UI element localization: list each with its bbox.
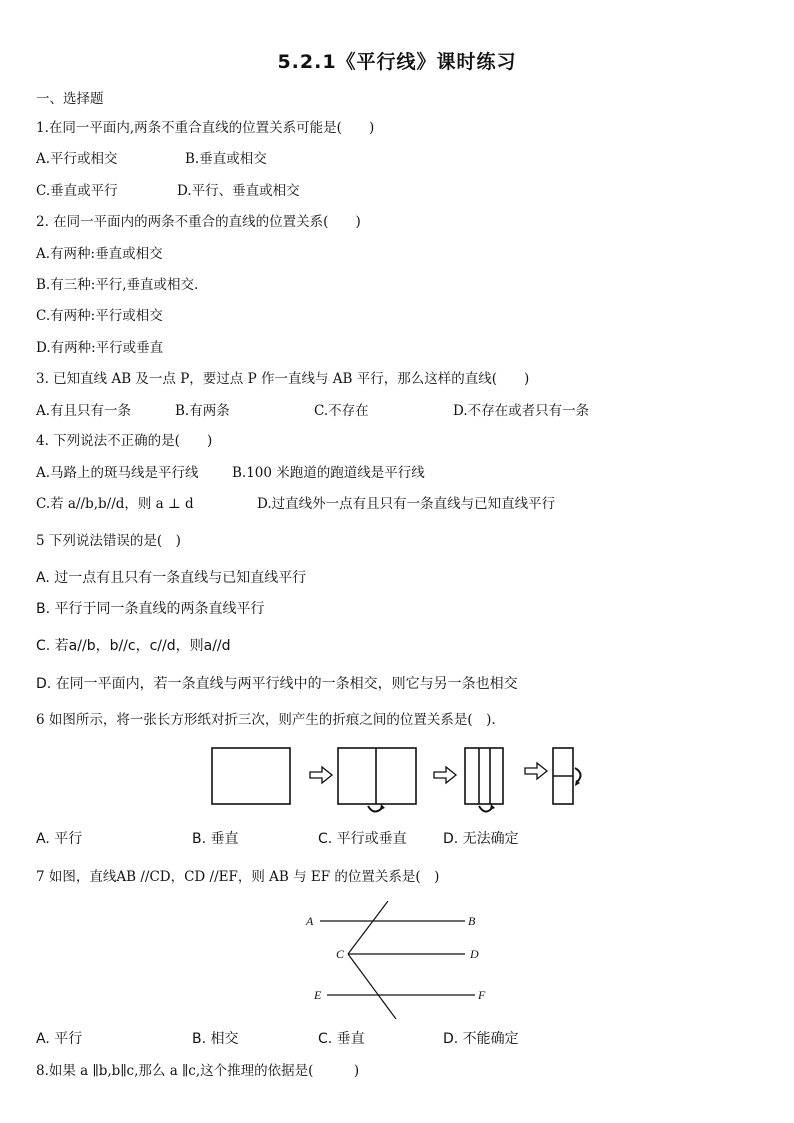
question-2-option-c: C.有两种:平行或相交 <box>36 308 163 324</box>
question-4-option-b: B.100 米跑道的跑道线是平行线 <box>232 465 425 481</box>
fold-curved-arrow-icon <box>368 806 382 812</box>
paper-folding-figure <box>200 740 600 820</box>
question-1-option-b: B.垂直或相交 <box>185 151 267 167</box>
question-3-option-d: D.不存在或者只有一条 <box>453 403 590 419</box>
question-7-option-b: B. 相交 <box>192 1031 239 1047</box>
question-4-option-d: D.过直线外一点有且只有一条直线与已知直线平行 <box>257 496 556 512</box>
question-3-option-c: C.不存在 <box>314 403 369 419</box>
transversal-upper <box>348 901 388 954</box>
question-4-option-a: A.马路上的斑马线是平行线 <box>36 465 199 481</box>
fold-curved-arrow-icon <box>575 768 581 782</box>
question-5-option-c: C. 若a//b，b//c，c//d，则a//d <box>36 638 231 654</box>
question-2-option-b: B.有三种:平行,垂直或相交. <box>36 277 199 293</box>
question-5-stem: 5 下列说法错误的是( ) <box>36 533 181 549</box>
question-6-option-a: A. 平行 <box>36 831 83 847</box>
paper-folded-twice <box>465 748 503 804</box>
parallel-lines-figure <box>300 895 500 1020</box>
question-1-option-c: C.垂直或平行 <box>36 183 118 199</box>
arrow-right-icon <box>310 767 332 783</box>
label-c: C <box>336 947 345 961</box>
question-6-option-c: C. 平行或垂直 <box>318 831 407 847</box>
arrow-right-icon <box>434 767 456 783</box>
question-7-option-c: C. 垂直 <box>318 1031 365 1047</box>
label-e: E <box>314 988 322 1002</box>
question-1-stem: 1.在同一平面内,两条不重合直线的位置关系可能是( ) <box>36 120 375 136</box>
question-1-option-a: A.平行或相交 <box>36 151 118 167</box>
page-title: 5.2.1《平行线》课时练习 <box>277 51 517 73</box>
question-7-option-d: D. 不能确定 <box>443 1031 519 1047</box>
question-8-stem: 8.如果 a ∥b,b∥c,那么 a ∥c,这个推理的依据是( ) <box>36 1063 360 1079</box>
question-7-option-a: A. 平行 <box>36 1031 83 1047</box>
question-3-option-a: A.有且只有一条 <box>36 403 132 419</box>
paper-folded-once <box>338 748 416 804</box>
paper-unfolded <box>212 748 290 804</box>
question-2-stem: 2. 在同一平面内的两条不重合的直线的位置关系( ) <box>36 214 361 230</box>
label-b: B <box>468 914 476 928</box>
question-5-option-a: A. 过一点有且只有一条直线与已知直线平行 <box>36 570 307 586</box>
question-6-option-b: B. 垂直 <box>192 831 239 847</box>
question-7-stem: 7 如图，直线AB //CD，CD //EF，则 AB 与 EF 的位置关系是( ) <box>36 869 440 885</box>
arrow-right-icon <box>525 763 547 779</box>
question-2-option-a: A.有两种:垂直或相交 <box>36 246 163 262</box>
section-heading: 一、选择题 <box>36 91 104 107</box>
question-3-stem: 3. 已知直线 AB 及一点 P，要过点 P 作一直线与 AB 平行，那么这样的直线( ) <box>36 371 530 387</box>
label-f: F <box>478 988 486 1002</box>
question-4-stem: 4. 下列说法不正确的是( ) <box>36 433 213 449</box>
question-2-option-d: D.有两种:平行或垂直 <box>36 340 164 356</box>
question-5-option-d: D. 在同一平面内，若一条直线与两平行线中的一条相交，则它与另一条也相交 <box>36 676 518 692</box>
question-1-option-d: D.平行、垂直或相交 <box>177 183 300 199</box>
fold-curved-arrow-icon <box>479 806 492 812</box>
question-4-option-c: C.若 a//b,b//d，则 a ⊥ d <box>36 496 194 512</box>
transversal-lower <box>348 954 396 1019</box>
question-5-option-b: B. 平行于同一条直线的两条直线平行 <box>36 601 265 617</box>
label-d: D <box>470 947 479 961</box>
question-6-option-d: D. 无法确定 <box>443 831 519 847</box>
label-a: A <box>306 914 314 928</box>
question-6-stem: 6 如图所示，将一张长方形纸对折三次，则产生的折痕之间的位置关系是( ). <box>36 712 496 728</box>
question-3-option-b: B.有两条 <box>175 403 230 419</box>
